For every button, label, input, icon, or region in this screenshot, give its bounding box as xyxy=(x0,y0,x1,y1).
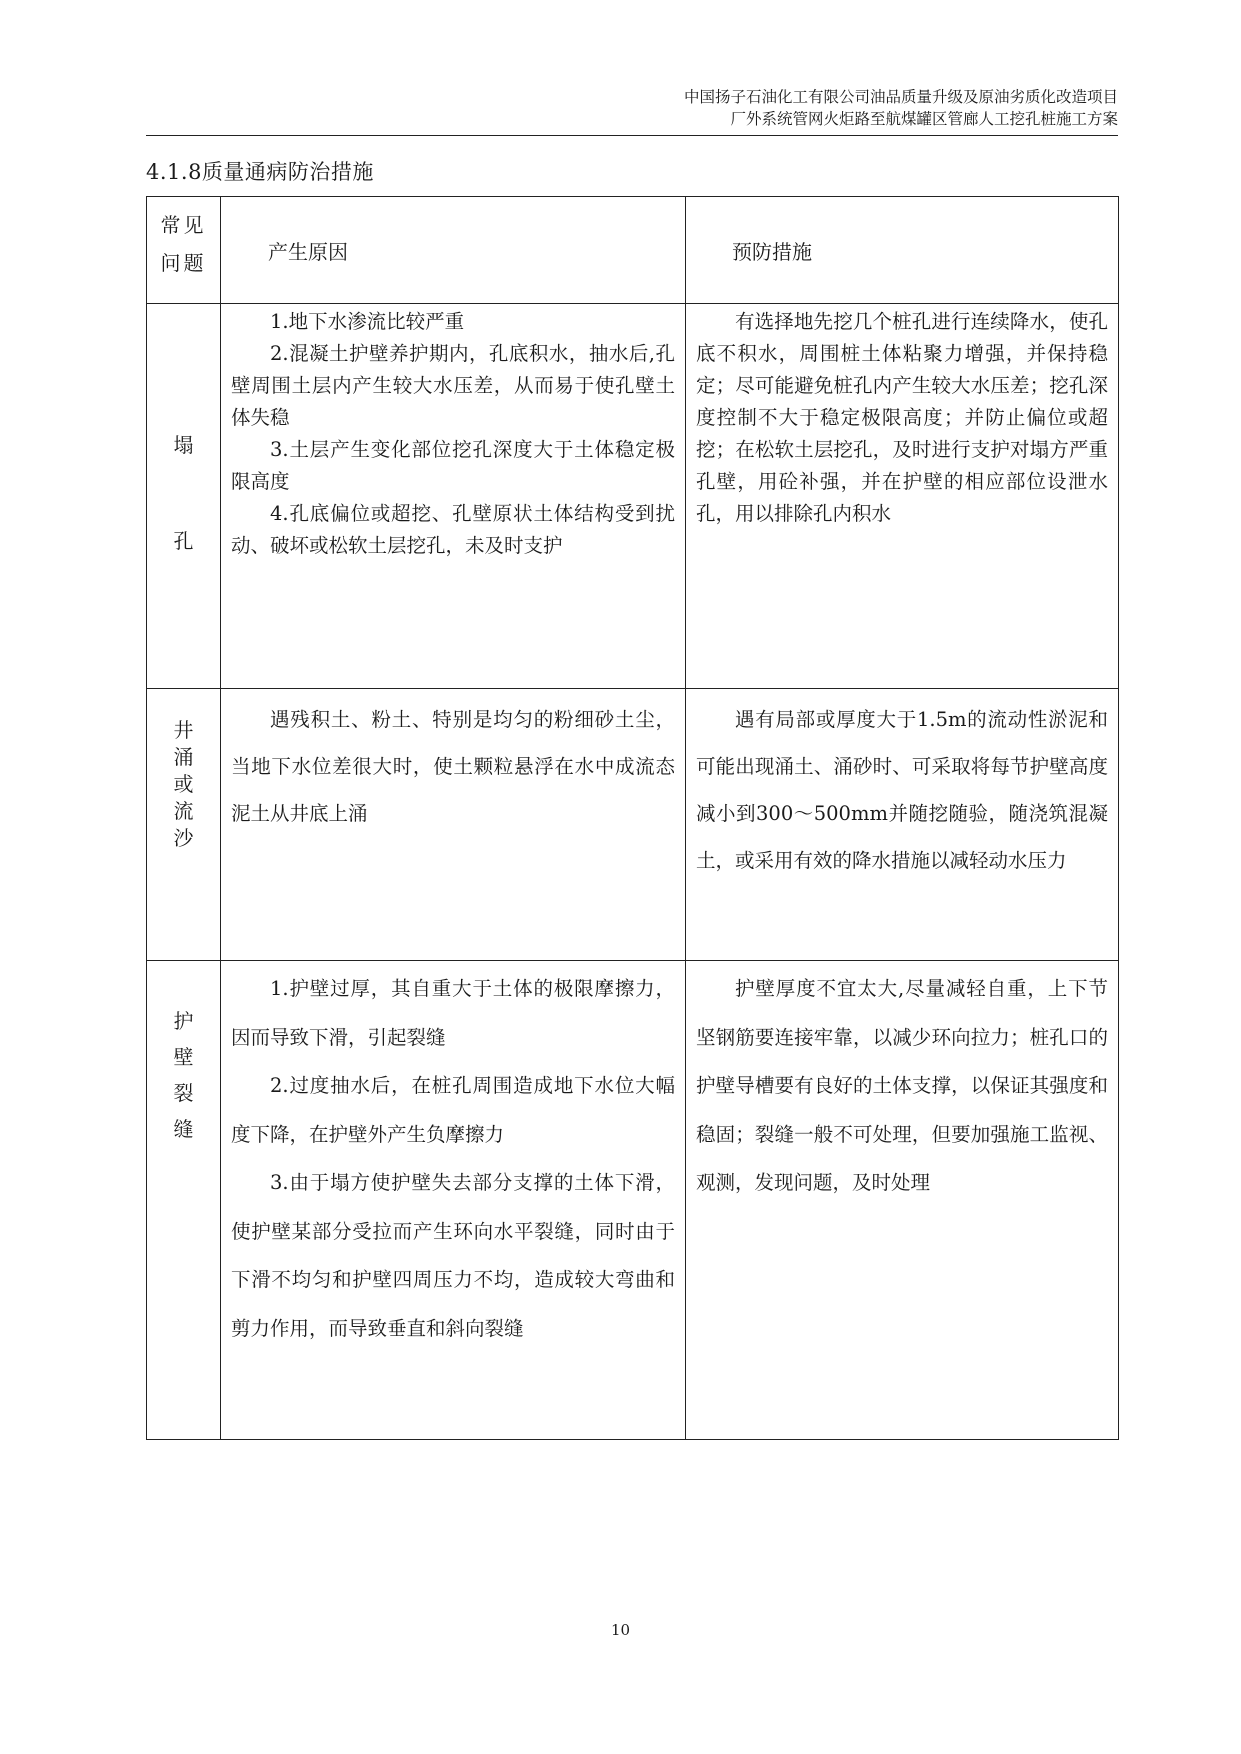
prevention-cell xyxy=(686,689,1119,961)
cause-item: 4.孔底偏位或超挖、孔壁原状土体结构受到扰动、破坏或松软土层挖孔，未及时支护 xyxy=(231,502,675,557)
prevention-text: 遇有局部或厚度大于1.5m的流动性淤泥和可能出现涌土、涌砂时、可采取将每节护壁高度减小到300～500mm并随挖随验，随浇筑混凝土，或采用有效的降水措施以减轻动水压力 xyxy=(696,708,1108,872)
issue-char: 塌 xyxy=(173,433,194,457)
issue-char: 孔 xyxy=(173,529,194,553)
header-line-1: 中国扬子石油化工有限公司油品质量升级及原油劣质化改造项目 xyxy=(683,88,1118,106)
cause-item: 遇残积土、粉土、特别是均匀的粉细砂土尘，当地下水位差很大时，使土颗粒悬浮在水中成流态泥土从井底上涌 xyxy=(231,708,675,825)
cause-item: 3.由于塌方使护壁失去部分支撑的土体下滑，使护壁某部分受拉而产生环向水平裂缝，同时由于下滑不均匀和护壁四周压力不均，造成较大弯曲和剪力作用，而导致垂直和斜向裂缝 xyxy=(231,1171,675,1340)
cause-item: 1.护壁过厚，其自重大于土体的极限摩擦力，因而导致下滑，引起裂缝 xyxy=(231,977,675,1049)
table-row xyxy=(147,961,1119,1440)
cause-item: 2.过度抽水后，在桩孔周围造成地下水位大幅度下降，在护壁外产生负摩擦力 xyxy=(231,1074,675,1146)
issue-char: 护 xyxy=(173,1009,194,1033)
prevention-cell xyxy=(686,961,1119,1440)
issue-cell xyxy=(147,689,221,961)
table-header-row xyxy=(147,197,1119,304)
prevention-text: 护壁厚度不宜太大,尽量减轻自重，上下节坚钢筋要连接牢靠，以减少环向拉力；桩孔口的护壁导槽要有良好的土体支撑，以保证其强度和稳固；裂缝一般不可处理，但要加强施工监视、观测，发现问题，及时处理 xyxy=(696,977,1108,1194)
issue-cell xyxy=(147,961,221,1440)
issue-char: 井 xyxy=(173,718,194,742)
cause-item: 3.土层产生变化部位挖孔深度大于土体稳定极限高度 xyxy=(231,438,675,493)
quality-issues-table xyxy=(146,196,1119,1440)
header-prevention-cell: 预防措施 xyxy=(686,197,1119,304)
page-header xyxy=(146,86,1118,130)
header-cause-cell: 产生原因 xyxy=(221,197,686,304)
cause-item: 2.混凝土护壁养护期内，孔底积水，抽水后,孔壁周围土层内产生较大水压差，从而易于使孔壁土体失稳 xyxy=(231,342,675,429)
issue-char: 裂 xyxy=(173,1081,194,1105)
table-row xyxy=(147,304,1119,689)
header-rule xyxy=(146,135,1118,136)
issue-char: 沙 xyxy=(173,826,194,850)
issue-char: 或 xyxy=(173,772,194,796)
cause-cell xyxy=(221,961,686,1440)
prevention-text: 有选择地先挖几个桩孔进行连续降水，使孔底不积水，周围桩土体粘聚力增强，并保持稳定；尽可能避免桩孔内产生较大水压差；挖孔深度控制不大于稳定极限高度；并防止偏位或超挖；在松软土层挖孔，及时进行支护对塌方严重孔壁，用砼补强，并在护壁的相应部位设泄水孔，用以排除孔内积水 xyxy=(696,310,1108,525)
issue-char: 流 xyxy=(173,799,194,823)
table-row xyxy=(147,689,1119,961)
page-number: 10 xyxy=(610,1621,631,1639)
issue-char: 涌 xyxy=(173,745,194,769)
issue-cell xyxy=(147,304,221,689)
header-issue-cell xyxy=(147,197,221,304)
prevention-cell xyxy=(686,304,1119,689)
cause-item: 1.地下水渗流比较严重 xyxy=(270,310,465,333)
cause-cell xyxy=(221,689,686,961)
header-issue-line-1: 常见 xyxy=(160,213,207,237)
header-line-2: 厂外系统管网火炬路至航煤罐区管廊人工挖孔桩施工方案 xyxy=(730,110,1118,128)
issue-char: 壁 xyxy=(173,1045,194,1069)
header-issue-line-2: 问题 xyxy=(160,251,207,275)
issue-char: 缝 xyxy=(173,1117,194,1141)
cause-cell xyxy=(221,304,686,689)
section-title: 4.1.8质量通病防治措施 xyxy=(146,160,374,184)
